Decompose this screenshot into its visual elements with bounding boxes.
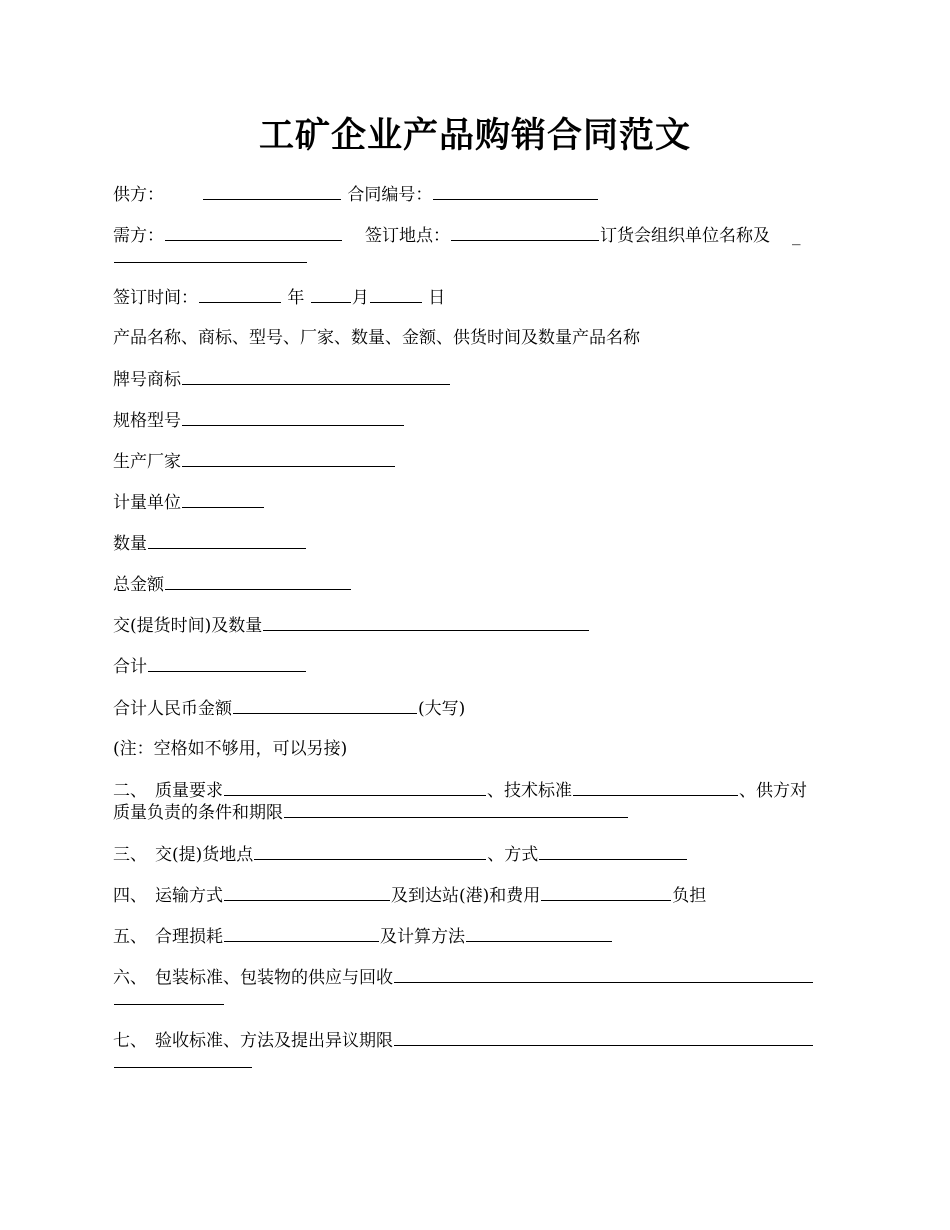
year-blank[interactable] <box>199 286 281 303</box>
item4-bear: 负担 <box>672 886 707 906</box>
sign-time-row <box>113 286 837 309</box>
year-label: 年 <box>287 288 305 308</box>
supplier-blank[interactable] <box>203 183 341 200</box>
subtotal-blank[interactable] <box>148 655 306 672</box>
manufacturer-row <box>113 450 837 473</box>
supplier-row <box>113 183 837 206</box>
item7-blank[interactable] <box>394 1029 813 1046</box>
contract-no-label: 合同编号： <box>347 185 433 205</box>
item6-row-cont <box>113 988 837 1011</box>
spec-blank[interactable] <box>182 409 404 426</box>
total-amount-label: 总金额 <box>113 575 164 595</box>
underscore-mark: _ <box>792 226 801 246</box>
buyer-row <box>113 224 837 247</box>
item5-row <box>113 925 837 948</box>
rmb-total-blank[interactable] <box>233 697 417 714</box>
item5-loss-blank[interactable] <box>224 925 379 942</box>
item2-tech-blank[interactable] <box>573 779 738 796</box>
item2-label: 质量要求 <box>155 781 223 801</box>
brand-label: 牌号商标 <box>113 370 181 390</box>
item7-num: 七、 <box>113 1031 147 1051</box>
order-org-blank[interactable] <box>114 246 307 263</box>
item2-tech: 、技术标准 <box>487 781 572 801</box>
item3-num: 三、 <box>113 845 147 865</box>
delivery-time-label: 交(提货时间)及数量 <box>113 616 263 636</box>
order-org-label: 订货会组织单位名称及 <box>600 226 770 246</box>
item3-label: 交(提)货地点 <box>155 845 254 865</box>
product-intro: 产品名称、商标、型号、厂家、数量、金额、供货时间及数量产品名称 <box>113 328 640 348</box>
item5-label: 合理损耗 <box>155 927 223 947</box>
spec-label: 规格型号 <box>113 411 181 431</box>
total-amount-row <box>113 573 837 596</box>
item7-label: 验收标准、方法及提出异议期限 <box>155 1031 393 1051</box>
item7-row <box>113 1029 837 1052</box>
manufacturer-blank[interactable] <box>182 450 395 467</box>
manufacturer-label: 生产厂家 <box>113 452 181 472</box>
buyer-blank[interactable] <box>165 224 342 241</box>
contract-no-blank[interactable] <box>433 183 598 200</box>
brand-blank[interactable] <box>182 368 450 385</box>
quantity-row <box>113 532 837 555</box>
buyer-label: 需方： <box>113 226 164 246</box>
item6-blank[interactable] <box>394 966 813 983</box>
item5-calc-blank[interactable] <box>466 925 612 942</box>
buyer-row-cont <box>113 246 837 269</box>
total-amount-blank[interactable] <box>165 573 351 590</box>
item4-transport-blank[interactable] <box>224 884 390 901</box>
uppercase-note: (大写) <box>418 699 466 719</box>
brand-row <box>113 368 837 391</box>
spec-row <box>113 409 837 432</box>
item2-num: 二、 <box>113 781 147 801</box>
unit-blank[interactable] <box>182 491 264 508</box>
item4-label: 运输方式 <box>155 886 223 906</box>
item2-period-blank[interactable] <box>284 801 628 818</box>
delivery-time-blank[interactable] <box>263 614 589 631</box>
item2-line2: 质量负责的条件和期限 <box>113 803 283 823</box>
item4-station: 及到达站(港)和费用 <box>391 886 541 906</box>
item7-row-cont <box>113 1051 837 1074</box>
note-row: (注：空格如不够用，可以另接) <box>113 739 348 759</box>
month-blank[interactable] <box>311 286 351 303</box>
item3-method-blank[interactable] <box>539 843 687 860</box>
rmb-total-row <box>113 697 837 720</box>
item2-quality-blank[interactable] <box>224 779 486 796</box>
item6-num: 六、 <box>113 968 147 988</box>
subtotal-label: 合计 <box>113 657 147 677</box>
item4-row <box>113 884 837 907</box>
day-label: 日 <box>428 288 446 308</box>
item6-label: 包装标准、包装物的供应与回收 <box>155 968 393 988</box>
month-label: 月 <box>351 288 369 308</box>
unit-label: 计量单位 <box>113 493 181 513</box>
delivery-time-row <box>113 614 837 637</box>
item2-supplier: 、供方对 <box>739 781 807 801</box>
item6-row <box>113 966 837 989</box>
item2-row-cont <box>113 801 837 824</box>
item4-fee-blank[interactable] <box>541 884 671 901</box>
item7-blank-cont[interactable] <box>114 1051 252 1068</box>
unit-row <box>113 491 837 514</box>
quantity-label: 数量 <box>113 534 147 554</box>
item3-row <box>113 843 837 866</box>
item3-method: 、方式 <box>487 845 539 865</box>
sign-place-blank[interactable] <box>451 224 599 241</box>
item5-num: 五、 <box>113 927 147 947</box>
document-title: 工矿企业产品购销合同范文 <box>258 115 691 156</box>
item2-row <box>113 779 837 802</box>
sign-time-label: 签订时间： <box>113 288 198 308</box>
item5-calc: 及计算方法 <box>380 927 465 947</box>
quantity-blank[interactable] <box>148 532 306 549</box>
item4-num: 四、 <box>113 886 147 906</box>
day-blank[interactable] <box>370 286 422 303</box>
item3-place-blank[interactable] <box>254 843 486 860</box>
supplier-label: 供方： <box>113 185 164 205</box>
item6-blank-cont[interactable] <box>114 988 224 1005</box>
subtotal-row <box>113 655 837 678</box>
rmb-total-label: 合计人民币金额 <box>113 699 232 719</box>
sign-place-label: 签订地点： <box>365 226 450 246</box>
